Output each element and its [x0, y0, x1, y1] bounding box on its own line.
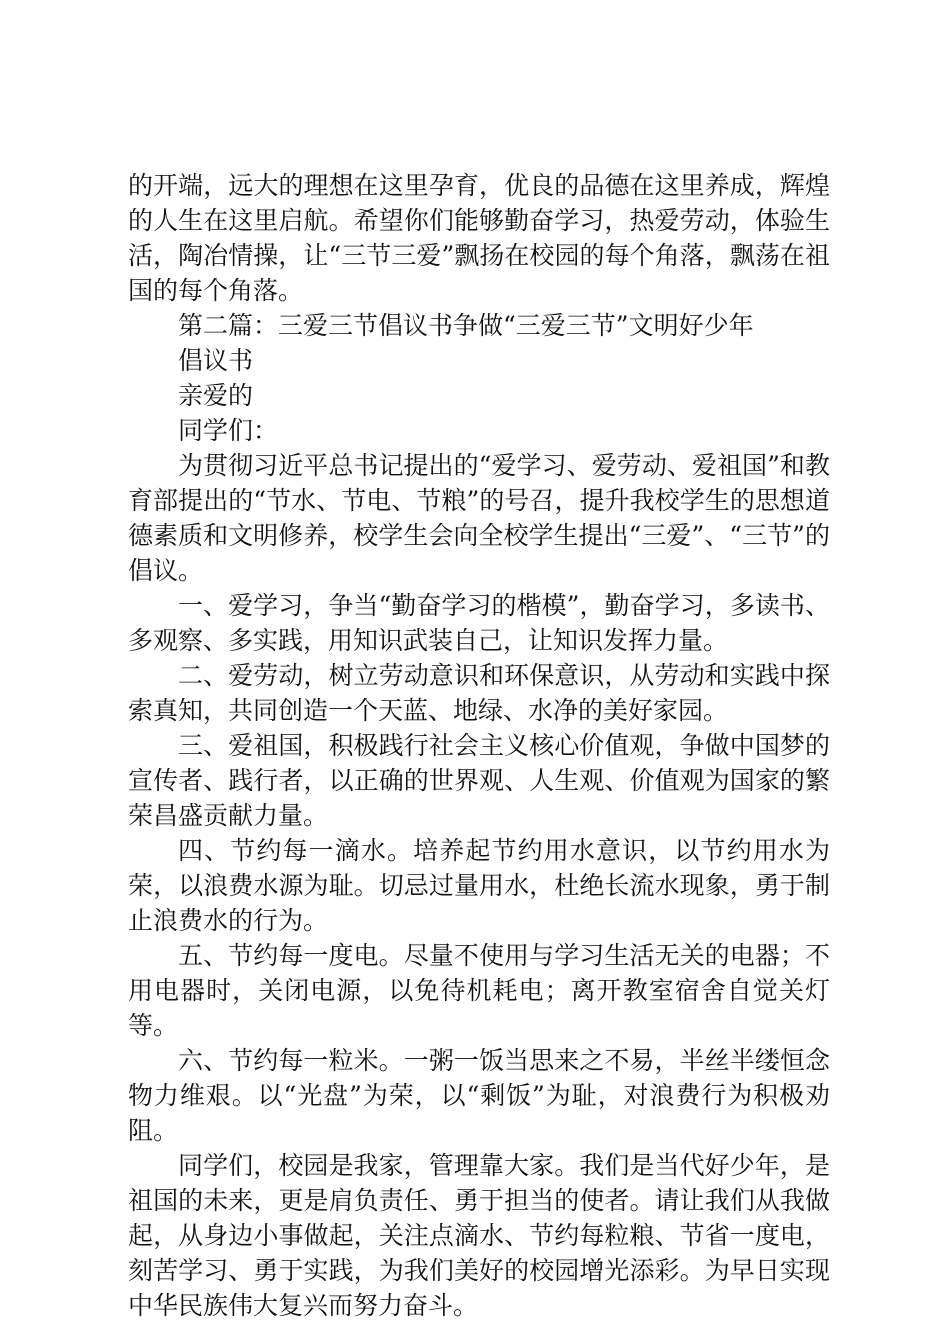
document-body: [128, 168, 830, 1323]
paragraph-item-5: 五、节约每一度电。尽量不使用与学习生活无关的电器；不用电器时，关闭电源，以免待机耗电；离开教室宿舍自觉关灯等。: [128, 941, 830, 1040]
salutation-line-1: 亲爱的: [178, 381, 254, 410]
document-title: 倡议书: [178, 346, 254, 375]
paragraph-intro: 为贯彻习近平总书记提出的“爱学习、爱劳动、爱祖国”和教育部提出的“节水、节电、节粮”的号召，提升我校学生的思想道德素质和文明修养，校学生会向全校学生提出“三爱”、“三节”的倡议。: [128, 451, 830, 585]
section-heading: 第二篇：三爱三节倡议书争做“三爱三节”文明好少年: [178, 311, 754, 340]
paragraph-item-3: 三、爱祖国，积极践行社会主义核心价值观，争做中国梦的宣传者、践行者，以正确的世界观、人生观、价值观为国家的繁荣昌盛贡献力量。: [128, 731, 830, 830]
salutation-line-2: 同学们：: [178, 416, 279, 445]
paragraph-item-1: 一、爱学习，争当“勤奋学习的楷模”，勤奋学习，多读书、多观察、多实践，用知识武装自己，让知识发挥力量。: [128, 591, 830, 655]
paragraph-closing: 同学们，校园是我家，管理靠大家。我们是当代好少年，是祖国的未来，更是肩负责任、勇于担当的使者。请让我们从我做起，从身边小事做起，关注点滴水、节约每粒粮、节省一度电，刻苦学习、勇于实践，为我们美好的校园增光添彩。为早日实现中华民族伟大复兴而努力奋斗。: [128, 1151, 830, 1320]
paragraph-item-6: 六、节约每一粒米。一粥一饭当思来之不易，半丝半缕恒念物力维艰。以“光盘”为荣，以“剩饭”为耻，对浪费行为积极劝阻。: [128, 1046, 830, 1145]
paragraph-continuation: 的开端，远大的理想在这里孕育，优良的品德在这里养成，辉煌的人生在这里启航。希望你们能够勤奋学习，热爱劳动，体验生活，陶冶情操，让“三节三爱”飘扬在校园的每个角落，飘荡在祖国的每个角落。: [128, 171, 830, 305]
paragraph-item-4: 四、节约每一滴水。培养起节约用水意识，以节约用水为荣，以浪费水源为耻。切忌过量用水，杜绝长流水现象，勇于制止浪费水的行为。: [128, 836, 830, 935]
paragraph-item-2: 二、爱劳动，树立劳动意识和环保意识，从劳动和实践中探索真知，共同创造一个天蓝、地绿、水净的美好家园。: [128, 661, 830, 725]
